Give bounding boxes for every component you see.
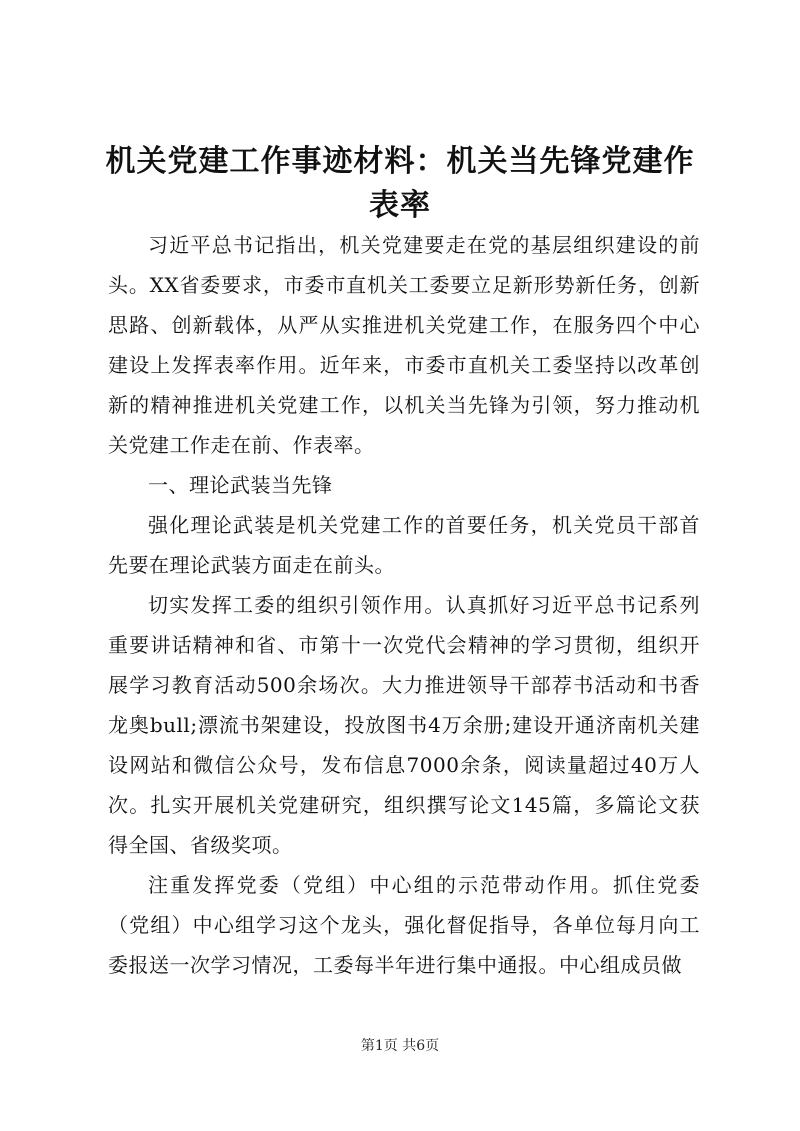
paragraph-working-committee: 切实发挥工委的组织引领作用。认真抓好习近平总书记系列重要讲话精神和省、市第十一次党代会精神的学习贯彻，组织开展学习教育活动500余场次。大力推进领导干部荐书活动和书香龙奥bull;漂流书架建设，投放图书4万余册;建设开通济南机关建设网站和微信公众号，发布信息7000余条，阅读量超过40万人次。扎实开展机关党建研究，组织撰写论文145篇，多篇论文获得全国、省级奖项。 [108, 593, 700, 857]
section-heading-theory: 一、理论武装当先锋 [148, 473, 333, 497]
paragraph-intro: 习近平总书记指出，机关党建要走在党的基层组织建设的前头。XX省委要求，市委市直机关工委要立足新形势新任务，创新思路、创新载体，从严从实推进机关党建工作，在服务四个中心建设上发挥表率作用。近年来，市委市直机关工委坚持以改革创新的精神推进机关党建工作，以机关当先锋为引领，努力推动机关党建工作走在前、作表率。 [108, 233, 700, 457]
document-title: 机关党建工作事迹材料：机关当先锋党建作表率 [105, 144, 695, 223]
paragraph-theory-lead: 强化理论武装是机关党建工作的首要任务，机关党员干部首先要在理论武装方面走在前头。 [108, 513, 700, 577]
page-number-footer: 第1页 共6页 [360, 1038, 440, 1054]
document-body [108, 225, 700, 985]
paragraph-central-group: 注重发挥党委（党组）中心组的示范带动作用。抓住党委（党组）中心组学习这个龙头，强化督促指导，各单位每月向工委报送一次学习情况，工委每半年进行集中通报。中心组成员做 [108, 873, 700, 977]
